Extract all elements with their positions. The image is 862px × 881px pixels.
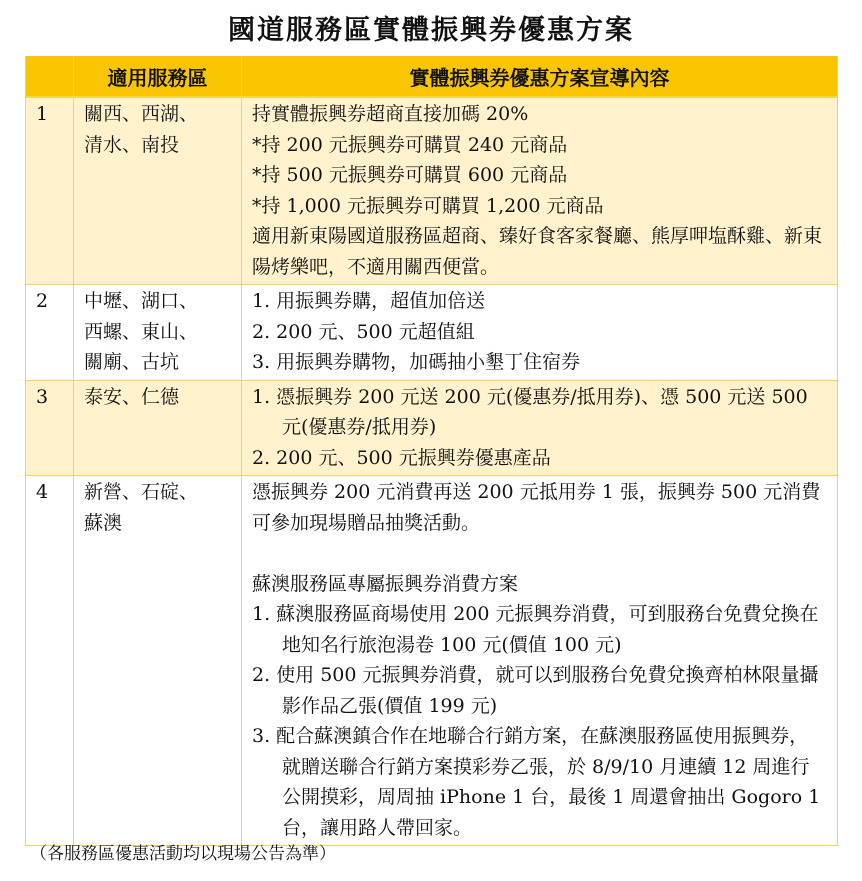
promotion-content-cell	[242, 380, 838, 476]
row-number: 3	[26, 380, 74, 476]
promotion-line: 1. 憑振興券 200 元送 200 元(優惠券/抵用券)、憑 500 元送 500 元(優惠券/抵用券)	[252, 385, 808, 438]
row-number: 4	[26, 476, 74, 846]
promotion-content-cell	[242, 476, 838, 846]
service-area-cell	[74, 476, 242, 846]
promotion-line: 2. 200 元、500 元振興券優惠產品	[252, 446, 551, 469]
header-index	[26, 56, 74, 97]
service-area-text: 蘇澳	[84, 511, 123, 534]
promotion-line: *持 1,000 元振興券可購買 1,200 元商品	[252, 194, 604, 217]
header-promotion-content: 實體振興券優惠方案宣導內容	[242, 56, 838, 97]
promotion-line: 適用新東陽國道服務區超商、臻好食客家餐廳、熊厚呷塩酥雞、新東陽烤樂吧，不適用關西便當。	[252, 225, 823, 278]
service-area-text: 泰安、仁德	[84, 385, 180, 408]
service-area-text: 關西、西湖、	[84, 103, 199, 125]
promotion-line: *持 500 元振興券可購買 600 元商品	[252, 164, 568, 186]
spacer	[252, 538, 827, 569]
row-number: 1	[26, 97, 74, 285]
promotion-intro: 憑振興券 200 元消費再送 200 元抵用券 1 張，振興券 500 元消費可參加現場贈品抽獎活動。	[252, 481, 821, 534]
promotion-item: 2. 使用 500 元振興券消費，就可以到服務台免費兌換齊柏林限量攝影作品乙張(價值 199 元)	[252, 664, 819, 717]
service-area-cell	[74, 97, 242, 285]
service-area-text: 中壢、湖口、	[84, 290, 199, 312]
table-header-row	[26, 56, 838, 97]
page-title: 國道服務區實體振興券優惠方案	[228, 15, 634, 46]
promotion-content-cell	[242, 285, 838, 381]
promotion-table	[25, 56, 838, 846]
service-area-text: 西螺、東山、	[84, 320, 199, 343]
promotion-item: 3. 配合蘇澳鎮合作在地聯合行銷方案，在蘇澳服務區使用振興券，就贈送聯合行銷方案摸彩券乙張，於 8/9/10 月連續 12 周進行公開摸彩，周周抽 iPhone 1 台，最後 1 周還會抽出 Gogoro 1 台，讓用路人帶回家。	[252, 725, 821, 839]
header-service-area: 適用服務區	[74, 56, 242, 97]
promotion-line: 1. 用振興券購，超值加倍送	[252, 290, 486, 312]
promotion-item: 1. 蘇澳服務區商場使用 200 元振興券消費，可到服務台免費兌換在地知名行旅泡湯卷 100 元(價值 100 元)	[252, 603, 819, 656]
service-area-cell	[74, 380, 242, 476]
promotion-line: *持 200 元振興券可購買 240 元商品	[252, 133, 568, 156]
table-row	[26, 380, 838, 476]
service-area-text: 關廟、古坑	[84, 351, 180, 373]
service-area-cell	[74, 285, 242, 381]
promotion-subtitle: 蘇澳服務區專屬振興券消費方案	[252, 572, 519, 595]
table-row	[26, 476, 838, 846]
promotion-line: 持實體振興券超商直接加碼 20%	[252, 103, 529, 125]
row-number: 2	[26, 285, 74, 381]
footnote: （各服務區優惠活動均以現場公告為準）	[30, 844, 336, 864]
promotion-content-cell	[242, 97, 838, 285]
promotion-line: 3. 用振興券購物，加碼抽小墾丁住宿券	[252, 351, 581, 373]
service-area-text: 新營、石碇、	[84, 481, 199, 503]
table-row	[26, 97, 838, 285]
table-row	[26, 285, 838, 381]
promotion-line: 2. 200 元、500 元超值組	[252, 320, 475, 343]
service-area-text: 清水、南投	[84, 133, 180, 156]
